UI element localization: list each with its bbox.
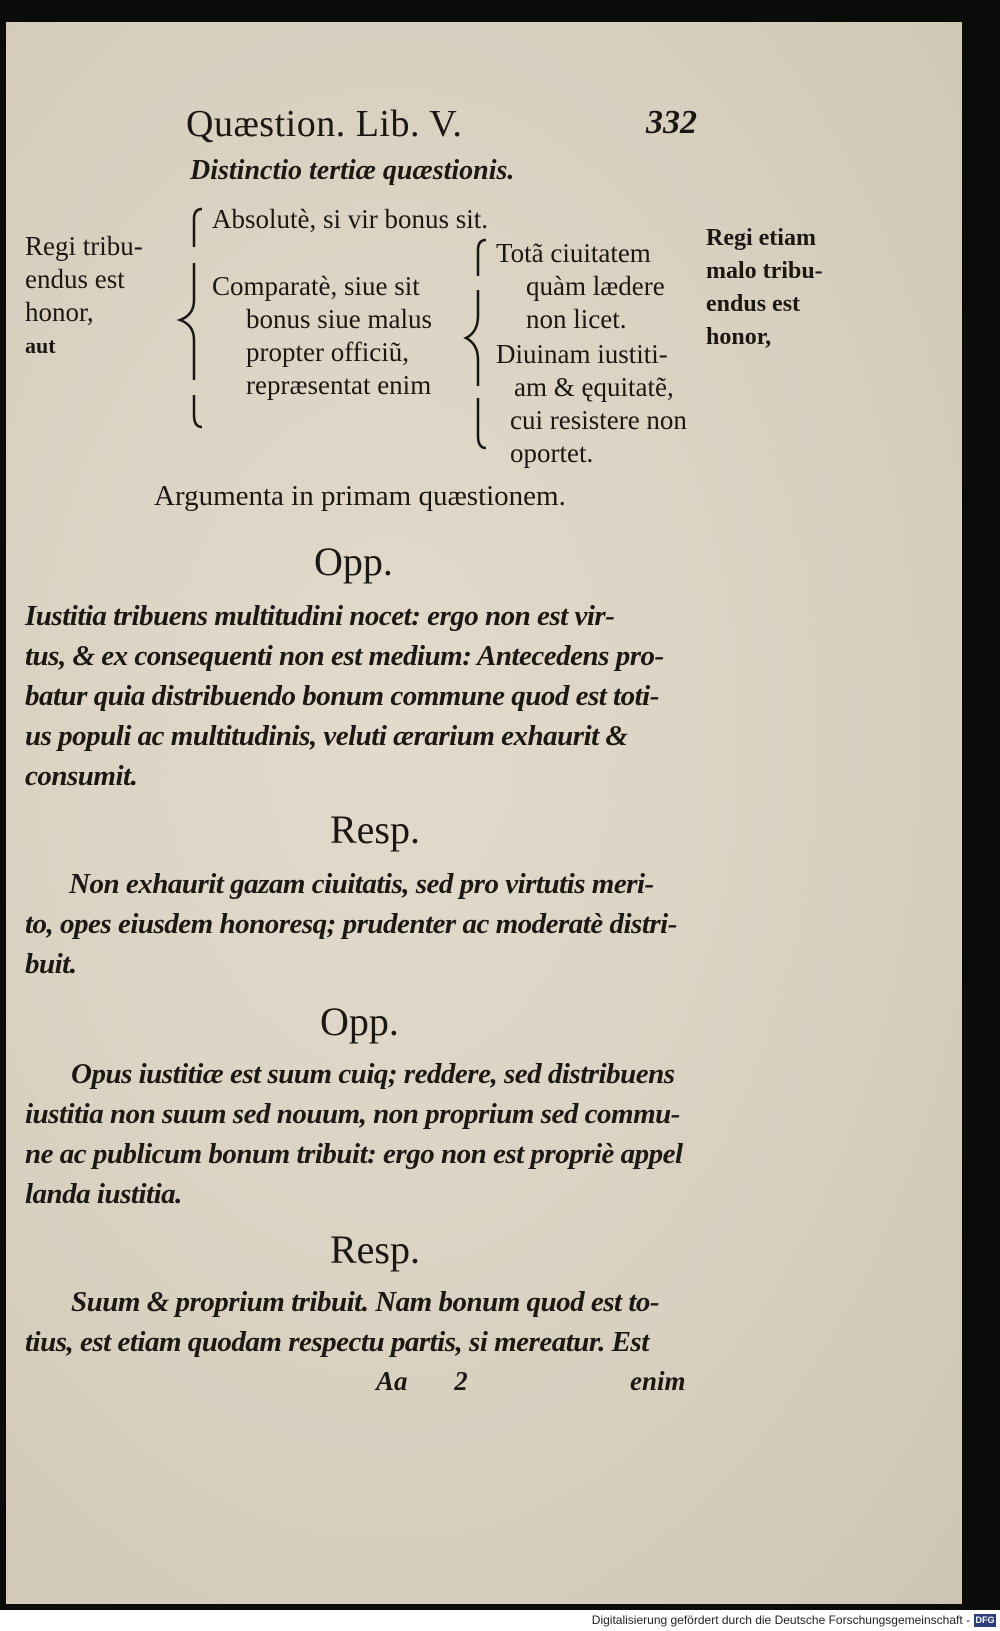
section-heading: Resp. xyxy=(330,1227,420,1272)
branch-comparate xyxy=(212,270,432,402)
paragraph-line: ne ac publicum bonum tribuit: ergo non est propriè appel xyxy=(25,1138,683,1170)
section-heading: Opp. xyxy=(314,539,393,584)
section-paragraph xyxy=(25,1054,705,1214)
right-label-line: Regi etiam xyxy=(706,225,816,251)
paragraph-line: Non exhaurit gazam ciuitatis, sed pro virtutis meri- xyxy=(69,868,654,900)
paragraph-line: tus, & ex consequenti non est medium: Antecedens pro- xyxy=(25,640,664,672)
section-paragraph xyxy=(25,864,705,984)
sub-branch-line: non licet. xyxy=(526,304,627,334)
sub-branch-1 xyxy=(496,237,665,336)
left-label-line: Regi tribu- xyxy=(25,231,143,261)
paragraph-line: to, opes eiusdem honoresq; prudenter ac moderatè distri- xyxy=(25,908,677,940)
footer-credit: Digitalisierung gefördert durch die Deutsche Forschungsgemeinschaft - xyxy=(591,1613,970,1627)
running-title: Quæstion. Lib. V. xyxy=(186,103,463,145)
section-heading: Opp. xyxy=(320,999,399,1044)
branch-comparate-line: bonus siue malus xyxy=(246,304,432,334)
paragraph-line: Opus iustitiæ est suum cuiq; reddere, sed distribuens xyxy=(71,1058,675,1090)
sub-branch-line: quàm lædere xyxy=(526,271,665,301)
distinctio-title: Distinctio tertiæ quæstionis. xyxy=(190,155,515,186)
paragraph-line: batur quia distribuendo bonum commune quod est toti- xyxy=(25,680,659,712)
left-label-line: honor, xyxy=(25,297,94,327)
sub-branch-line: cui resistere non xyxy=(510,405,687,435)
sub-branch-line: oportet. xyxy=(510,438,594,468)
branch-comparate-line: propter officiũ, xyxy=(246,337,409,367)
sub-brace xyxy=(462,236,492,461)
section-paragraph xyxy=(25,596,705,796)
sub-branch-line: Totã ciuitatem xyxy=(496,238,651,268)
section-paragraph xyxy=(25,1282,705,1362)
catchword: enim xyxy=(630,1366,686,1396)
left-label xyxy=(25,230,143,362)
paragraph-line: Iustitia tribuens multitudini nocet: ergo non est vir- xyxy=(25,600,615,632)
left-label-line: endus est xyxy=(25,264,125,294)
argumenta-heading: Argumenta in primam quæstionem. xyxy=(154,480,566,512)
right-label xyxy=(706,222,823,354)
branch-absolute: Absolutè, si vir bonus sit. xyxy=(212,204,489,234)
paragraph-line: landa iustitia. xyxy=(25,1178,182,1210)
paragraph-line: us populi ac multitudinis, veluti ærarium exhaurit & xyxy=(25,720,628,752)
left-label-line: aut xyxy=(25,333,56,358)
paragraph-line: Suum & proprium tribuit. Nam bonum quod est to- xyxy=(71,1286,660,1318)
branch-comparate-line: Comparatè, siue sit xyxy=(212,271,420,301)
right-label-line: malo tribu- xyxy=(706,258,823,284)
sub-branch-line: am & ęquitatẽ, xyxy=(514,372,674,402)
right-label-line: honor, xyxy=(706,324,772,350)
branch-comparate-line: repræsentat enim xyxy=(246,370,432,400)
main-brace xyxy=(172,205,212,440)
paragraph-line: tius, est etiam quodam respectu partis, si mereatur. Est xyxy=(25,1326,649,1358)
sub-branch-line: Diuinam iustiti- xyxy=(496,339,668,369)
dfg-logo: DFG xyxy=(975,1615,995,1625)
sub-branch-2 xyxy=(496,338,687,470)
paragraph-line: consumit. xyxy=(25,760,138,792)
page-number: 332 xyxy=(646,104,697,141)
paragraph-line: iustitia non suum sed nouum, non proprium sed commu- xyxy=(25,1098,680,1130)
signature-mark: Aa 2 xyxy=(376,1366,468,1396)
right-label-line: endus est xyxy=(706,291,801,317)
section-heading: Resp. xyxy=(330,807,420,852)
paragraph-line: buit. xyxy=(25,948,77,980)
